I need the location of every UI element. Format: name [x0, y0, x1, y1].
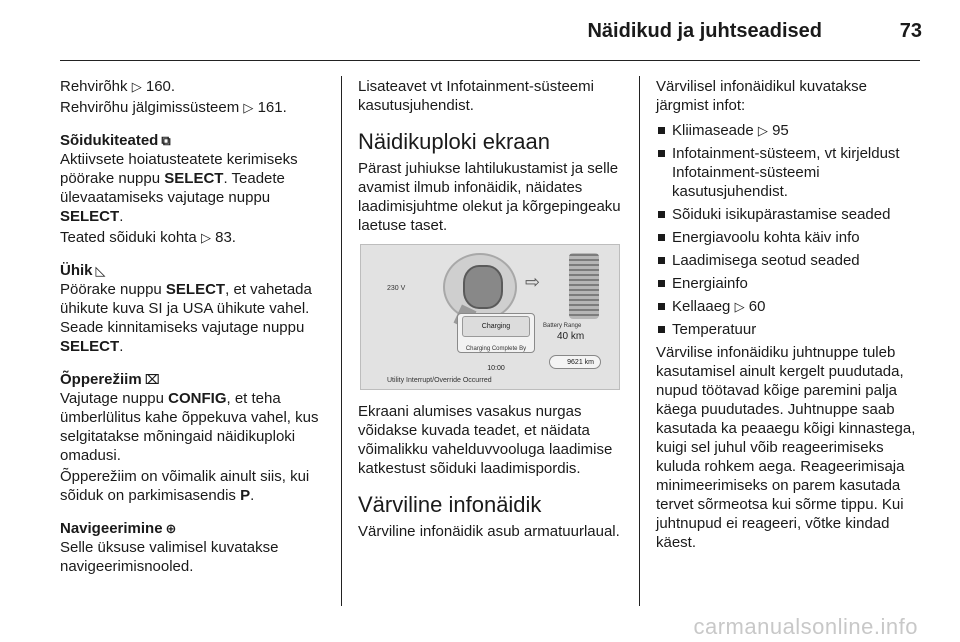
tutorial-park-note: Õpperežiim on võimalik ainult siis, kui sõiduk on parkimisasendis P.	[60, 468, 310, 504]
tire-pressure-line: Rehvirõhk ▷ 160.	[60, 78, 176, 95]
column-middle	[358, 77, 626, 550]
figure-caption: Ekraani alumises vasakus nurgas võidakse kuvada teadet, et näidata võimalikku vahelduvvooluga laadimise katkestust sõiduki laadimispordis.	[358, 403, 613, 477]
page-number: 73	[899, 20, 922, 42]
list-item: Infotainment-süsteem, vt kirjeldust Infotainment-süsteemi kasutusjuhendist.	[656, 144, 922, 201]
page-reference-icon: ▷	[734, 299, 745, 314]
cluster-display-body: Pärast juhiukse lahtilukustamist ja selle avamist ilmub infonäidik, näidates laadimisjuhtme olekut ja kõrgepingeaku laetuse taset.	[358, 160, 621, 234]
list-item: Kellaaeg ▷ 60	[656, 297, 922, 316]
charge-plug-core	[463, 265, 503, 309]
charging-display-illustration	[360, 244, 620, 390]
battery-range-value: 40 km	[557, 331, 585, 342]
charging-complete-label: Charging Complete By	[465, 346, 527, 352]
navigation-heading: Navigeerimine ⊕	[60, 520, 177, 537]
navigation-body: Selle üksuse valimisel kuvatakse navigeerimisnooled.	[60, 539, 279, 575]
cluster-display-heading: Näidikuploki ekraan	[358, 129, 550, 154]
column-right	[656, 77, 922, 561]
header-divider	[60, 60, 920, 61]
page-header-title: Näidikud ja juhtseadised	[587, 20, 822, 42]
charging-complete-time: 10:00	[487, 365, 505, 372]
list-item: Kliimaseade ▷ 95	[656, 121, 922, 140]
units-icon: ◺	[95, 263, 106, 278]
charge-flow-arrow-icon: ⇨	[525, 272, 541, 292]
list-item: Temperatuur	[656, 320, 922, 339]
column-divider-2	[639, 76, 640, 606]
figure-voltage-label: 230 V	[387, 285, 406, 292]
color-display-heading: Värviline infonäidik	[358, 492, 542, 517]
units-heading: Ühik ◺	[60, 262, 106, 279]
touch-controls-body: Värvilise infonäidiku juhtnuppe tuleb kasutamisel ainult kergelt puudutada, nupud töötavad kõige paremini palja käega puudutades. Juhtnuppe saab kasutada ka peaaegu kõigi kinnastega, kuigi sel juhul võib reageerimiseks kuluda rohkem aega. Reageerimisaja minimeerimiseks on parem kasutada tervet sõrmeotsa kui sõrme tippu. Kui juhtnupud ei reageeri, võtke kindad käest.	[656, 344, 916, 551]
list-item: Laadimisega seotud seaded	[656, 251, 922, 270]
watermark: carmanualsonline.info	[693, 614, 918, 639]
vehicle-messages-ref: Teated sõiduki kohta ▷ 83.	[60, 229, 236, 246]
display-info-list	[656, 121, 922, 339]
messages-icon: ⧉	[161, 133, 171, 148]
page-reference-icon: ▷	[757, 123, 768, 138]
column-divider-1	[341, 76, 342, 606]
list-item: Energiavoolu kohta käiv info	[656, 228, 922, 247]
page-reference-icon: ▷	[131, 79, 142, 94]
tutorial-body: Vajutage nuppu CONFIG, et teha ümberlülitus kahe õppekuva vahel, kus selgitatakse mõningaid näidikuploki omadusi.	[60, 390, 319, 464]
list-item: Energiainfo	[656, 274, 922, 293]
page-reference-icon: ▷	[200, 230, 211, 245]
page-reference-icon: ▷	[243, 100, 254, 115]
battery-range-label: Battery Range	[543, 323, 582, 329]
tire-monitor-line: Rehvirõhu jälgimissüsteem ▷ 161.	[60, 99, 287, 116]
color-display-intro: Värvilisel infonäidikul kuvatakse järgmist infot:	[656, 78, 867, 114]
list-item: Sõiduki isikupärastamise seaded	[656, 205, 922, 224]
color-display-body: Värviline infonäidik asub armatuurlaual.	[358, 523, 620, 540]
charging-status-box	[457, 313, 535, 372]
column-left	[60, 77, 328, 585]
infotainment-intro: Lisateavet vt Infotainment-süsteemi kasutusjuhendist.	[358, 78, 594, 114]
tutorial-icon: ⌧	[144, 372, 160, 387]
charging-status-label: Charging	[462, 316, 530, 337]
vehicle-messages-heading: Sõidukiteated ⧉	[60, 132, 171, 149]
vehicle-messages-body: Aktiivsete hoiatusteatete kerimiseks pöörake nuppu SELECT. Teadete ülevaatamiseks vajutage nuppu SELECT.	[60, 151, 298, 225]
battery-coil-icon	[569, 253, 599, 319]
odometer-readout: 9621 km	[549, 355, 601, 369]
navigation-icon: ⊕	[165, 521, 177, 536]
tutorial-heading: Õpperežiim ⌧	[60, 371, 160, 388]
utility-interrupt-notice: Utility Interrupt/Override Occurred	[387, 377, 492, 384]
units-body: Pöörake nuppu SELECT, et vahetada ühikute kuva SI ja USA ühikute vahel. Seade kinnitamiseks vajutage nuppu SELECT.	[60, 281, 312, 355]
